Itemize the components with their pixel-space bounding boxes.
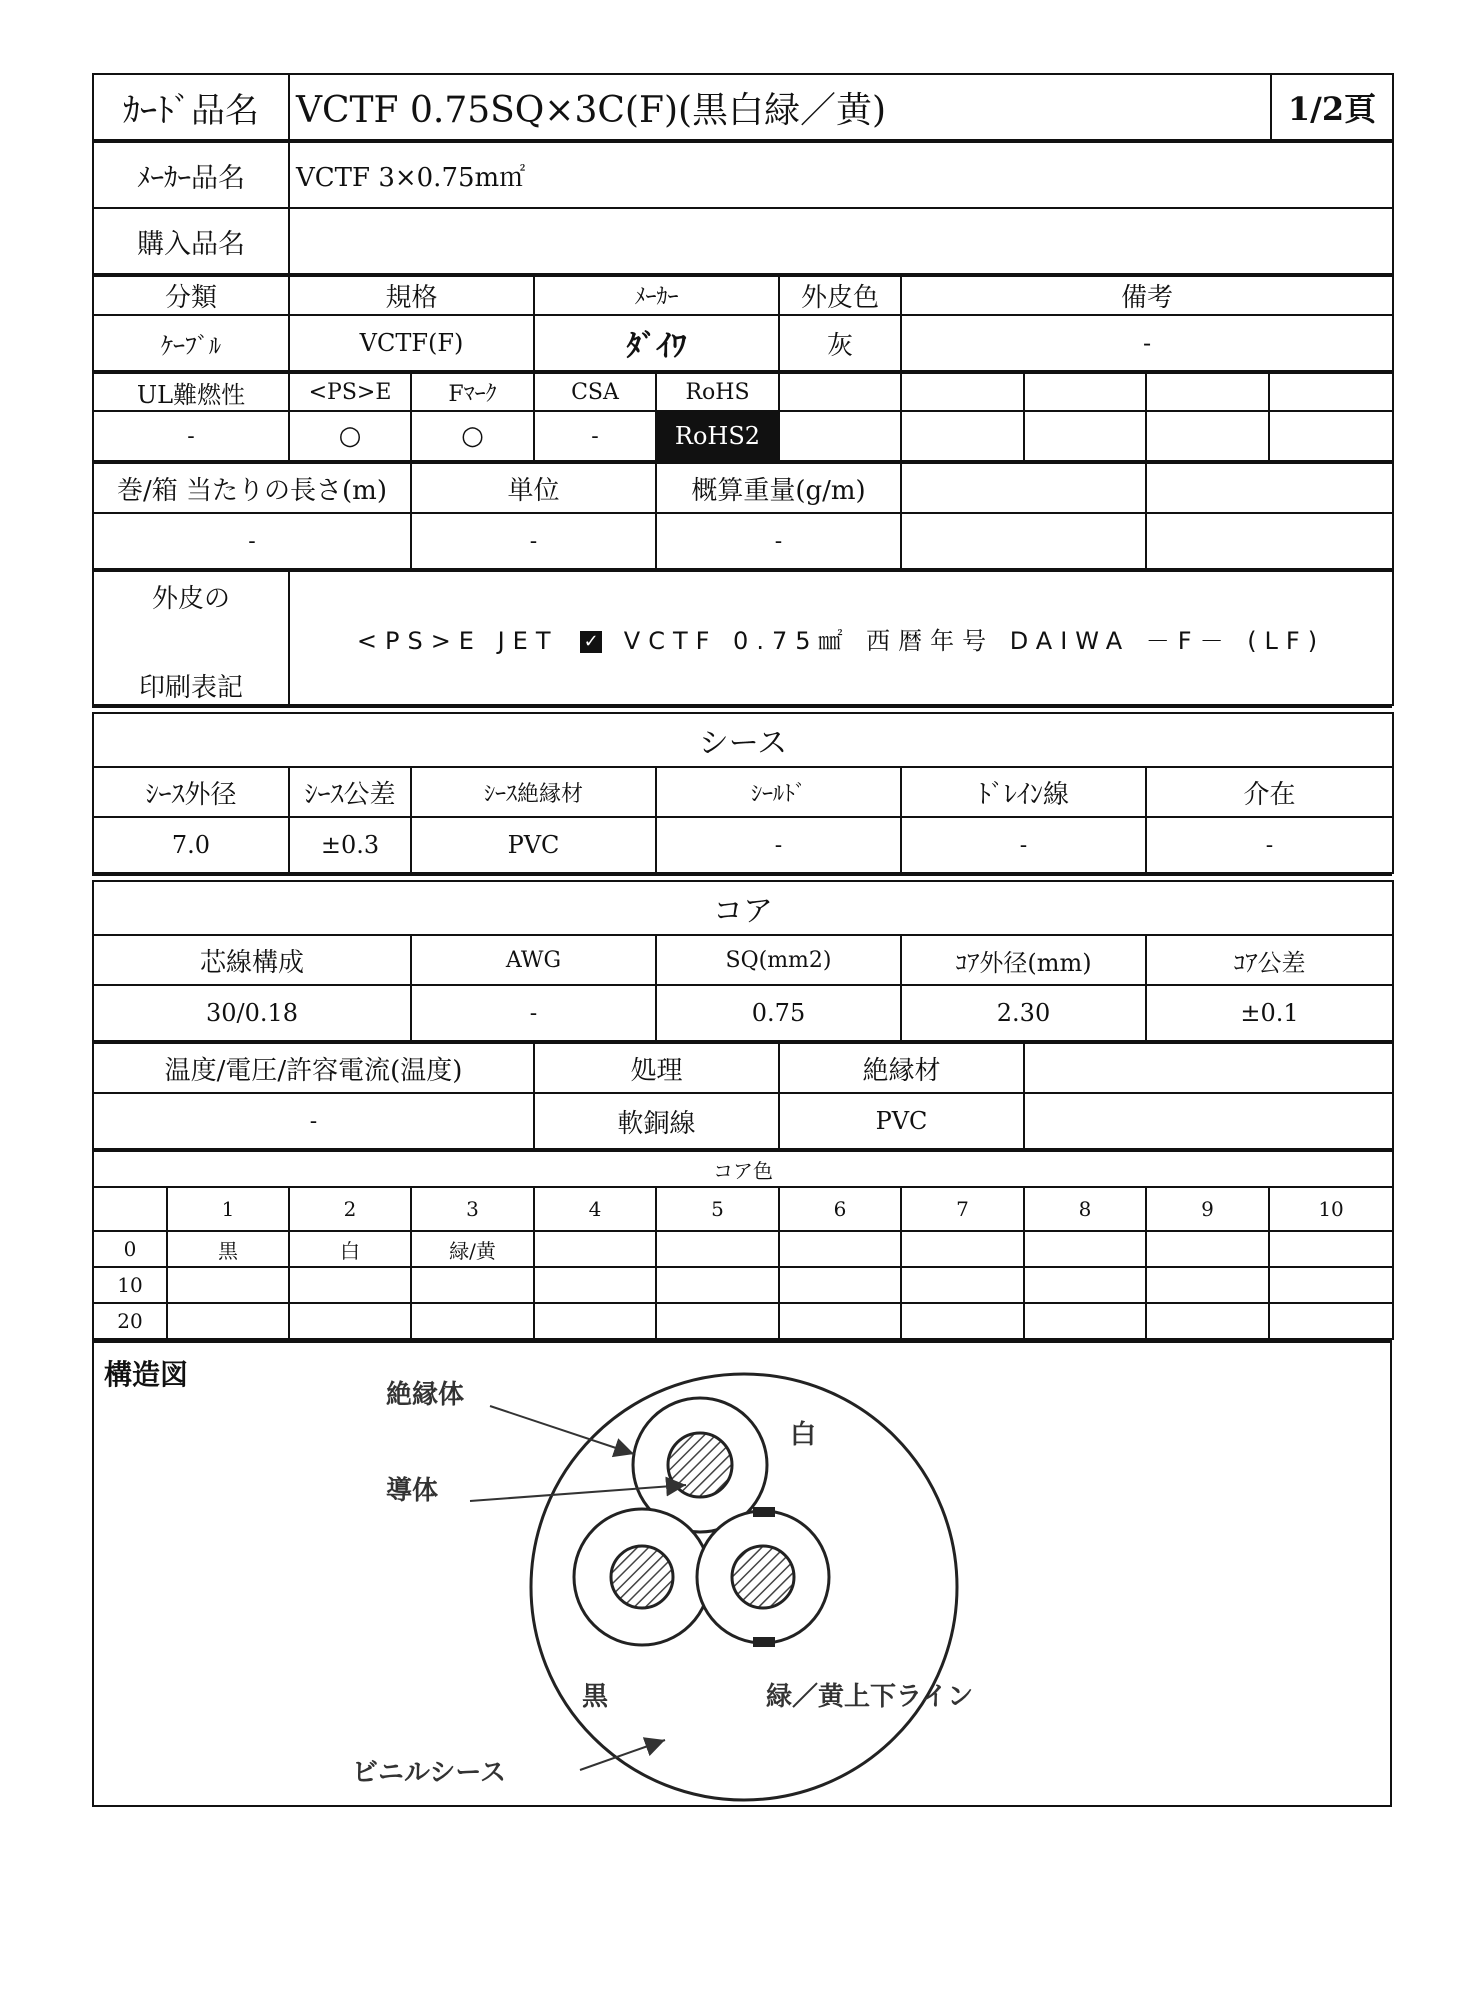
label-sheath: ビニルシース [352, 1758, 507, 1788]
core-color-cell [1146, 1267, 1269, 1303]
core-color-cell [656, 1231, 779, 1267]
table-row [93, 1303, 1393, 1339]
cert-header-ul: UL難燃性 [93, 373, 289, 411]
table-row [93, 1267, 1393, 1303]
core-color-cell [167, 1267, 289, 1303]
empty-cell [1024, 1043, 1393, 1093]
empty-cell [1146, 411, 1269, 461]
structure-diagram [92, 1340, 1392, 1807]
core-table-2 [92, 1042, 1394, 1150]
empty-cell [1269, 373, 1393, 411]
purchase-name-label: 購入品名 [93, 208, 289, 274]
core-color-cell: 黒 [167, 1231, 289, 1267]
core-table [92, 880, 1394, 1042]
row-index: 0 [93, 1231, 167, 1267]
maker-name-label: ﾒｰｶｰ品名 [93, 142, 289, 208]
core-value-sq: 0.75 [656, 985, 901, 1041]
stripe-top [753, 1507, 775, 1517]
cert-value-pse: ○ [289, 411, 411, 461]
core-color-cell [411, 1303, 534, 1339]
core-colors-table [92, 1150, 1394, 1340]
certs-table [92, 372, 1394, 462]
page-number: 1/2頁 [1271, 74, 1393, 140]
checkmark-icon: ✓ [580, 631, 602, 653]
purchase-name-value [289, 208, 1393, 274]
core-header-rating: 温度/電圧/許容電流(温度) [93, 1043, 534, 1093]
sheath-value-filler: - [1146, 817, 1393, 873]
length-value-unit: - [411, 513, 656, 569]
core-color-column: 8 [1024, 1187, 1146, 1231]
core-color-column: 2 [289, 1187, 411, 1231]
core-section-title: コア [93, 881, 1393, 935]
sheath-header-material: ｼｰｽ絶縁材 [411, 767, 656, 817]
sheath-header-tol: ｼｰｽ公差 [289, 767, 411, 817]
core-color-cell [534, 1267, 656, 1303]
spec-header-color: 外皮色 [779, 276, 901, 315]
empty-cell [1146, 513, 1393, 569]
core-value-treatment: 軟銅線 [534, 1093, 779, 1149]
core-color-cell [779, 1267, 901, 1303]
sheath-header-filler: 介在 [1146, 767, 1393, 817]
printing-text-after: VCTF 0.75㎟ 西暦年号 DAIWA －F－ (LF) [623, 626, 1326, 655]
core-color-cell [779, 1231, 901, 1267]
empty-cell [779, 373, 901, 411]
sheath-section-title: シース [93, 713, 1393, 767]
empty-cell [93, 1187, 167, 1231]
sheath-header-od: ｼｰｽ外径 [93, 767, 289, 817]
empty-cell [1024, 373, 1146, 411]
core-header-treatment: 処理 [534, 1043, 779, 1093]
core-value-awg: - [411, 985, 656, 1041]
cert-value-rohs: RoHS2 [656, 411, 779, 461]
empty-cell [901, 513, 1146, 569]
label-insulator: 絶縁体 [386, 1380, 465, 1410]
core-color-column: 4 [534, 1187, 656, 1231]
core-color-cell [534, 1303, 656, 1339]
spec-header-standard: 規格 [289, 276, 534, 315]
core-color-column: 7 [901, 1187, 1024, 1231]
spec-sheet [92, 73, 1392, 1807]
length-header-weight: 概算重量(g/m) [656, 463, 901, 513]
core-header-insulation: 絶縁材 [779, 1043, 1024, 1093]
core-color-cell: 白 [289, 1231, 411, 1267]
core-header-od: ｺｱ外径(mm) [901, 935, 1146, 985]
empty-cell [901, 373, 1024, 411]
core-color-column: 1 [167, 1187, 289, 1231]
cable-cross-section [94, 1343, 1390, 1805]
label-black: 黒 [582, 1682, 609, 1712]
spec-header-category: 分類 [93, 276, 289, 315]
core-color-column: 6 [779, 1187, 901, 1231]
core-header-awg: AWG [411, 935, 656, 985]
empty-cell [1146, 463, 1393, 513]
core-header-composition: 芯線構成 [93, 935, 411, 985]
core-color-cell [779, 1303, 901, 1339]
length-table [92, 462, 1394, 570]
card-name-label: ｶｰﾄﾞ品名 [93, 74, 289, 140]
core-color-cell [901, 1267, 1024, 1303]
core-value-insulation: PVC [779, 1093, 1024, 1149]
card-name-value: VCTF 0.75SQ×3C(F)(黒白緑／黄) [289, 74, 1271, 140]
sheath-value-material: PVC [411, 817, 656, 873]
label-green-yellow: 緑／黄上下ライン [766, 1682, 974, 1712]
core-color-cell [1024, 1231, 1146, 1267]
maker-name-value: VCTF 3×0.75m㎡ [289, 142, 1393, 208]
core-header-tol: ｺｱ公差 [1146, 935, 1393, 985]
core-colors-section-title: コア色 [93, 1151, 1393, 1187]
row-index: 20 [93, 1303, 167, 1339]
core-black-conductor [611, 1546, 673, 1608]
core-color-cell [901, 1303, 1024, 1339]
core-color-cell [656, 1267, 779, 1303]
length-value-per-reel: - [93, 513, 411, 569]
core-color-cell: 緑/黄 [411, 1231, 534, 1267]
core-value-od: 2.30 [901, 985, 1146, 1041]
header-table [92, 73, 1394, 141]
empty-cell [1146, 373, 1269, 411]
specs-table [92, 275, 1394, 372]
table-row [93, 1231, 1393, 1267]
cert-header-rohs: RoHS [656, 373, 779, 411]
printing-text-before: <PS>E JET [356, 626, 559, 655]
core-color-cell [901, 1231, 1024, 1267]
length-header-unit: 単位 [411, 463, 656, 513]
core-color-cell [1146, 1303, 1269, 1339]
sheath-header-shield: ｼｰﾙﾄﾞ [656, 767, 901, 817]
printing-text [289, 571, 1393, 705]
cert-value-ul: - [93, 411, 289, 461]
core-color-column: 3 [411, 1187, 534, 1231]
core-color-cell [656, 1303, 779, 1339]
spec-value-maker: ﾀﾞｲﾜ [534, 315, 779, 371]
core-color-column: 5 [656, 1187, 779, 1231]
core-colors-header-row [93, 1187, 1393, 1231]
core-gy-conductor [732, 1546, 794, 1608]
cert-value-csa: - [534, 411, 656, 461]
spec-value-color: 灰 [779, 315, 901, 371]
empty-cell [901, 411, 1024, 461]
row-index: 10 [93, 1267, 167, 1303]
spec-header-maker: ﾒｰｶｰ [534, 276, 779, 315]
spec-header-remarks: 備考 [901, 276, 1393, 315]
core-color-cell [1269, 1231, 1393, 1267]
cert-value-fmark: ○ [411, 411, 534, 461]
spec-value-standard: VCTF(F) [289, 315, 534, 371]
empty-cell [901, 463, 1146, 513]
spec-value-remarks: - [901, 315, 1393, 371]
printing-label [93, 571, 289, 705]
core-color-cell [1269, 1267, 1393, 1303]
core-color-cell [1024, 1303, 1146, 1339]
core-color-cell [167, 1303, 289, 1339]
label-white: 白 [790, 1420, 817, 1450]
printing-label-bottom: 印刷表記 [138, 673, 243, 703]
sheath-value-od: 7.0 [93, 817, 289, 873]
core-color-cell [411, 1267, 534, 1303]
core-value-tol: ±0.1 [1146, 985, 1393, 1041]
core-value-rating: - [93, 1093, 534, 1149]
sheath-value-shield: - [656, 817, 901, 873]
structure-title: 構造図 [104, 1358, 189, 1391]
cert-header-fmark: Fﾏｰｸ [411, 373, 534, 411]
length-value-weight: - [656, 513, 901, 569]
empty-cell [779, 411, 901, 461]
sheath-table [92, 712, 1394, 874]
core-value-composition: 30/0.18 [93, 985, 411, 1041]
spec-value-category: ｹｰﾌﾞﾙ [93, 315, 289, 371]
core-color-cell [289, 1267, 411, 1303]
core-color-cell [1024, 1267, 1146, 1303]
core-color-cell [289, 1303, 411, 1339]
cert-header-pse: <PS>E [289, 373, 411, 411]
printing-table [92, 570, 1394, 706]
sheath-value-drain: - [901, 817, 1146, 873]
empty-cell [1024, 411, 1146, 461]
stripe-bottom [753, 1637, 775, 1647]
label-conductor: 導体 [386, 1476, 439, 1506]
core-color-cell [534, 1231, 656, 1267]
core-header-sq: SQ(mm2) [656, 935, 901, 985]
maker-table [92, 141, 1394, 275]
printing-label-top: 外皮の [151, 584, 230, 614]
empty-cell [1024, 1093, 1393, 1149]
core-white-conductor [668, 1433, 732, 1497]
core-color-cell [1146, 1231, 1269, 1267]
length-header-per-reel: 巻/箱 当たりの長さ(m) [93, 463, 411, 513]
sheath-value-tol: ±0.3 [289, 817, 411, 873]
sheath-header-drain: ﾄﾞﾚｲﾝ線 [901, 767, 1146, 817]
cert-header-csa: CSA [534, 373, 656, 411]
core-color-cell [1269, 1303, 1393, 1339]
core-color-column: 10 [1269, 1187, 1393, 1231]
empty-cell [1269, 411, 1393, 461]
core-color-column: 9 [1146, 1187, 1269, 1231]
